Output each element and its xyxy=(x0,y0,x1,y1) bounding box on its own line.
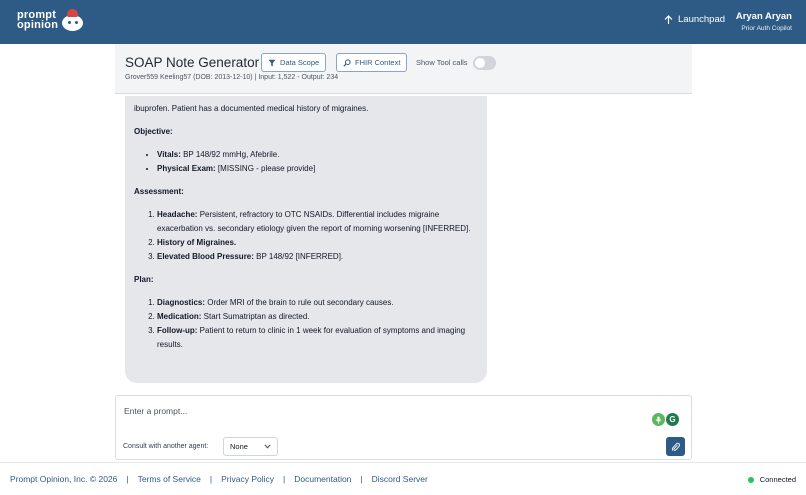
consult-agent-select[interactable] xyxy=(223,437,278,456)
grammar-assist-icon[interactable]: G xyxy=(666,413,679,426)
mic-icon xyxy=(655,416,662,424)
list-item: 2. Medication: Start Sumatriptan as directed. xyxy=(157,310,478,324)
subjective-text: ibuprofen. Patient has a documented medical history of migraines. xyxy=(134,104,369,113)
agent-header xyxy=(115,44,692,94)
list-item: 3. Elevated Blood Pressure: BP 148/92 [INFERRED]. xyxy=(157,250,478,264)
discord-server-link[interactable]: Discord Server xyxy=(371,474,428,484)
chevron-down-icon xyxy=(264,444,271,449)
consult-agent-value: None xyxy=(230,442,248,451)
status-dot-icon xyxy=(748,477,754,483)
status-label: Connected xyxy=(759,475,796,484)
assessment-list xyxy=(134,208,478,264)
user-role: Prior Auth Copilot xyxy=(741,25,792,32)
show-tool-calls-label: Show Tool calls xyxy=(416,58,468,67)
plan-list xyxy=(134,296,478,352)
attach-button[interactable] xyxy=(666,437,685,456)
user-menu[interactable] xyxy=(736,11,792,32)
page-title: SOAP Note Generator xyxy=(125,55,260,70)
assessment-heading: Assessment: xyxy=(134,187,184,196)
logo-line-2: opinion xyxy=(17,19,59,31)
arrow-up-icon xyxy=(664,15,673,25)
toggle-knob xyxy=(475,58,485,68)
assistant-message xyxy=(125,96,487,383)
paperclip-icon xyxy=(671,442,680,452)
consult-agent-label: Consult with another agent: xyxy=(123,443,209,450)
connection-status xyxy=(748,475,796,484)
launchpad-label: Launchpad xyxy=(678,14,726,25)
search-icon xyxy=(343,59,351,67)
terms-of-service-link[interactable]: Terms of Service xyxy=(137,474,201,484)
data-scope-label: Data Scope xyxy=(280,58,320,67)
prompt-input[interactable] xyxy=(124,406,624,416)
list-item: 1. Diagnostics: Order MRI of the brain to rule out secondary causes. xyxy=(157,296,478,310)
plan-heading: Plan: xyxy=(134,275,154,284)
show-tool-calls-toggle[interactable] xyxy=(473,56,496,70)
patient-token-info: Grover559 Keeling57 (DOB: 2013-12-10) | Input: 1,522 - Output: 234 xyxy=(125,74,339,81)
prompt-opinion-logo[interactable] xyxy=(17,9,85,31)
list-item: • Physical Exam: [MISSING - please provide] xyxy=(157,162,478,176)
user-name: Aryan Aryan xyxy=(735,11,792,22)
launchpad-link[interactable] xyxy=(664,14,725,25)
filter-icon xyxy=(268,59,276,67)
list-item: 1. Headache: Persistent, refractory to OTC NSAIDs. Differential includes migraine exacerbation vs. secondary etiology given the report of morning worsening [INFERRED]. xyxy=(157,208,478,236)
data-scope-button[interactable] xyxy=(261,53,326,72)
privacy-policy-link[interactable]: Privacy Policy xyxy=(221,474,275,484)
top-navigation-bar xyxy=(0,0,806,44)
footer: Prompt Opinion, Inc. © 2026 | Terms of Service | Privacy Policy | Documentation | Discord Server Connected xyxy=(0,462,806,495)
list-item: 3. Follow-up: Patient to return to clinic in 1 week for evaluation of symptoms and imaging results. xyxy=(157,324,478,352)
prompt-composer xyxy=(115,395,692,460)
copyright-text: Prompt Opinion, Inc. © 2026 xyxy=(10,474,118,484)
mascot-icon xyxy=(61,9,85,31)
documentation-link[interactable]: Documentation xyxy=(294,474,352,484)
objective-list xyxy=(134,148,478,176)
list-item: • Vitals: BP 148/92 mmHg, Afebrile. xyxy=(157,148,478,162)
list-item: 2. History of Migraines. xyxy=(157,236,478,250)
voice-assist-icon[interactable] xyxy=(652,413,665,426)
logo-line-1: prompt xyxy=(17,9,57,21)
fhir-context-button[interactable] xyxy=(336,53,407,72)
objective-heading: Objective: xyxy=(134,127,173,136)
fhir-context-label: FHIR Context xyxy=(355,58,401,67)
